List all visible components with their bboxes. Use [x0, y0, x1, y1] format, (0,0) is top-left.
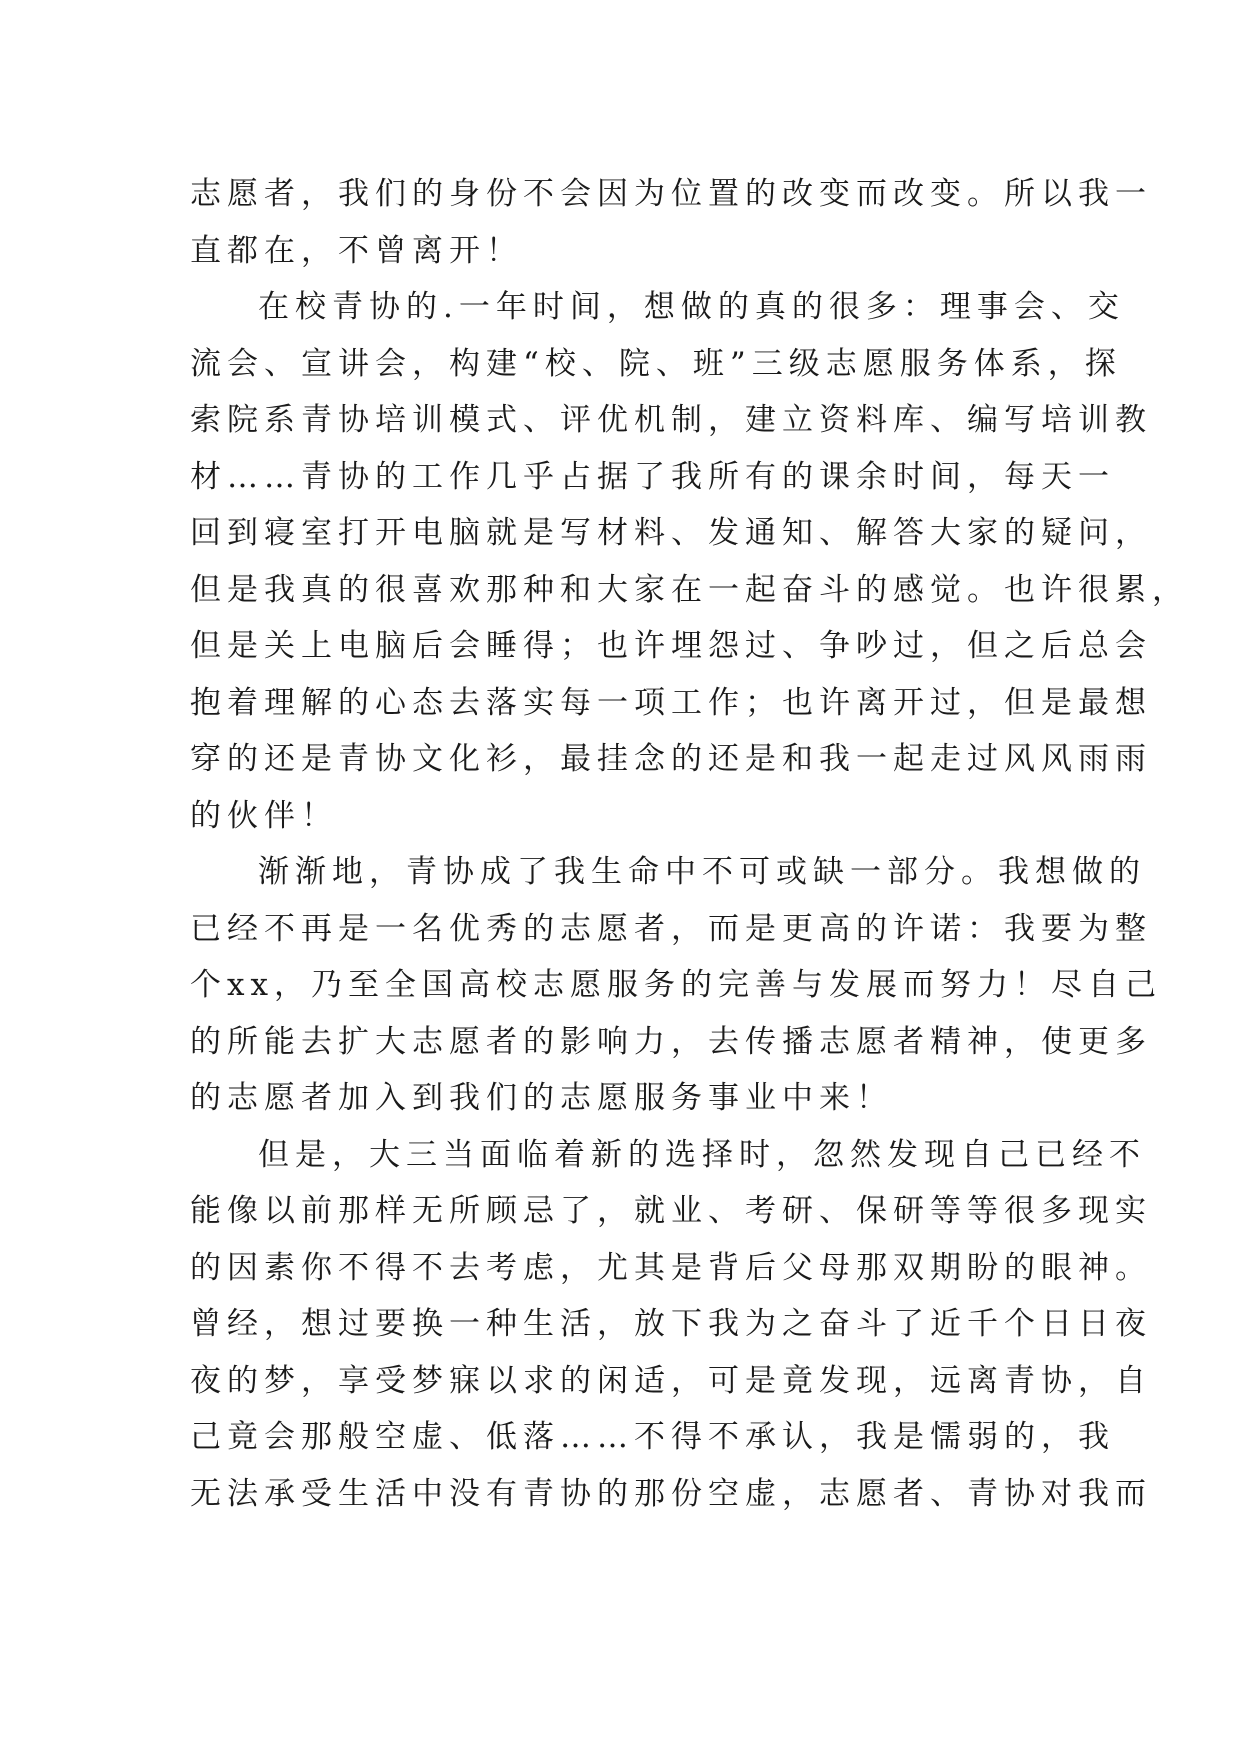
text-line: 夜的梦，享受梦寐以求的闲适，可是竟发现，远离青协，自 [190, 1362, 1152, 1399]
text-line: 能像以前那样无所顾忌了，就业、考研、保研等等很多现实 [190, 1193, 1152, 1229]
text-line: 抱着理解的心态去落实每一项工作；也许离开过，但是最想 [190, 684, 1152, 721]
body-text [190, 166, 1189, 1522]
text-line: 已经不再是一名优秀的志愿者，而是更高的许诺：我要为整 [190, 910, 1152, 947]
text-line: 志愿者，我们的身份不会因为位置的改变而改变。所以我一 [190, 176, 1152, 212]
text-line: 直都在，不曾离开！ [190, 232, 523, 269]
text-line: 但是关上电脑后会睡得；也许埋怨过、争吵过，但之后总会 [190, 628, 1152, 664]
text-line: 的所能去扩大志愿者的影响力，去传播志愿者精神，使更多 [190, 1023, 1152, 1060]
text-line: 的因素你不得不去考虑，尤其是背后父母那双期盼的眼神。 [190, 1249, 1152, 1286]
paragraph-start-line: 在校青协的.一年时间，想做的真的很多：理事会、交 [258, 289, 1125, 325]
text-line: 穿的还是青协文化衫，最挂念的还是和我一起走过风风雨雨 [190, 741, 1152, 777]
text-line: 索院系青协培训模式、评优机制，建立资料库、编写培训教 [190, 402, 1152, 438]
text-line: 无法承受生活中没有青协的那份空虚，志愿者、青协对我而 [190, 1475, 1152, 1512]
text-line: 的志愿者加入到我们的志愿服务事业中来！ [190, 1080, 893, 1116]
text-line: 的伙伴！ [190, 797, 338, 834]
text-line: 回到寝室打开电脑就是写材料、发通知、解答大家的疑问， [190, 515, 1152, 551]
text-line: 但是我真的很喜欢那种和大家在一起奋斗的感觉。也许很累， [190, 571, 1189, 608]
text-line: 个xx，乃至全国高校志愿服务的完善与发展而努力！尽自己 [190, 967, 1162, 1003]
paragraph-start-line: 但是，大三当面临着新的选择时，忽然发现自己已经不 [258, 1136, 1146, 1173]
text-line: 曾经，想过要换一种生活，放下我为之奋斗了近千个日日夜 [190, 1306, 1152, 1342]
text-line: 流会、宣讲会，构建“校、院、班”三级志愿服务体系，探 [190, 345, 1122, 382]
paragraph-start-line: 渐渐地，青协成了我生命中不可或缺一部分。我想做的 [258, 854, 1146, 890]
text-line: 己竟会那般空虚、低落……不得不承认，我是懦弱的，我 [190, 1419, 1115, 1455]
text-line: 材……青协的工作几乎占据了我所有的课余时间，每天一 [190, 458, 1115, 495]
